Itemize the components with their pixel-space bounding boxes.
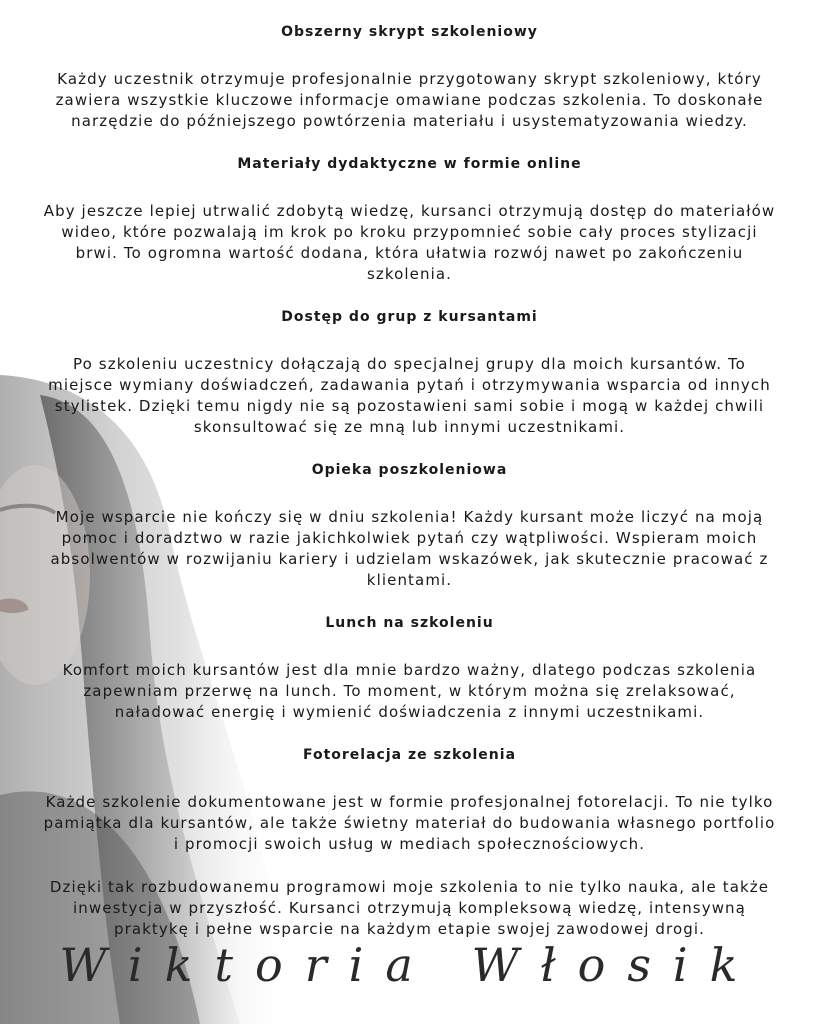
- section-2: [40, 154, 779, 285]
- section-text: Po szkoleniu uczestnicy dołączają do specjalnej grupy dla moich kursantów. To miejsce wymiany doświadczeń, zadawania pytań i otrzymywania wsparcia od innych stylistek. Dzięki temu nigdy nie są pozostawieni sami sobie i mogą w każdej chwili skonsultować się ze mną lub innymi uczestnikami.: [48, 355, 771, 436]
- section-title: Obszerny skrypt szkoleniowy: [281, 24, 538, 40]
- section-text: Każdy uczestnik otrzymuje profesjonalnie przygotowany skrypt szkoleniowy, który zawiera wszystkie kluczowe informacje omawiane podczas szkolenia. To doskonałe narzędzie do późniejszego powtórzenia materiału i usystematyzowania wiedzy.: [55, 70, 764, 130]
- section-3: [40, 307, 779, 438]
- section-5: [40, 613, 779, 723]
- section-title: Fotorelacja ze szkolenia: [302, 747, 517, 763]
- section-1: [40, 22, 779, 132]
- section-text: Aby jeszcze lepiej utrwalić zdobytą wiedzę, kursanci otrzymują dostęp do materiałów wideo, które pozwalają im krok po kroku przypomnieć sobie cały proces stylizacji brwi. To ogromna wartość dodana, która ułatwia rozwój nawet po zakończeniu szkolenia.: [43, 202, 776, 283]
- closing-paragraph: Dzięki tak rozbudowanemu programowi moje szkolenia to nie tylko nauka, ale także inwestycja w przyszłość. Kursanci otrzymują kompleksową wiedzę, intensywną praktykę i pełne wsparcie na każdym etapie swojej zawodowej drogi.: [49, 878, 770, 938]
- section-title: Materiały dydaktyczne w formie online: [237, 156, 582, 172]
- section-text: Każde szkolenie dokumentowane jest w formie profesjonalnej fotorelacji. To nie tylko pamiątka dla kursantów, ale także świetny materiał do budowania własnego portfolio i promocji swoich usług w mediach społecznościowych.: [43, 793, 776, 853]
- section-4: [40, 460, 779, 591]
- section-title: Dostęp do grup z kursantami: [281, 309, 538, 325]
- section-text: Komfort moich kursantów jest dla mnie bardzo ważny, dlatego podczas szkolenia zapewniam przerwę na lunch. To moment, w którym można się zrelaksować, naładować energię i wymienić doświadczenia z innymi uczestnikami.: [62, 661, 757, 721]
- section-title: Lunch na szkoleniu: [325, 615, 494, 631]
- section-title: Opieka poszkoleniowa: [311, 462, 508, 478]
- section-text: Moje wsparcie nie kończy się w dniu szkolenia! Każdy kursant może liczyć na moją pomoc i doradztwo w razie jakichkolwiek pytań czy wątpliwości. Wspieram moich absolwentów w rozwijaniu kariery i udzielam wskazówek, jak skutecznie pracować z klientami.: [50, 508, 769, 589]
- content-column: [40, 22, 779, 940]
- section-6: [40, 745, 779, 855]
- signature: Wiktoria Włosik: [59, 938, 760, 992]
